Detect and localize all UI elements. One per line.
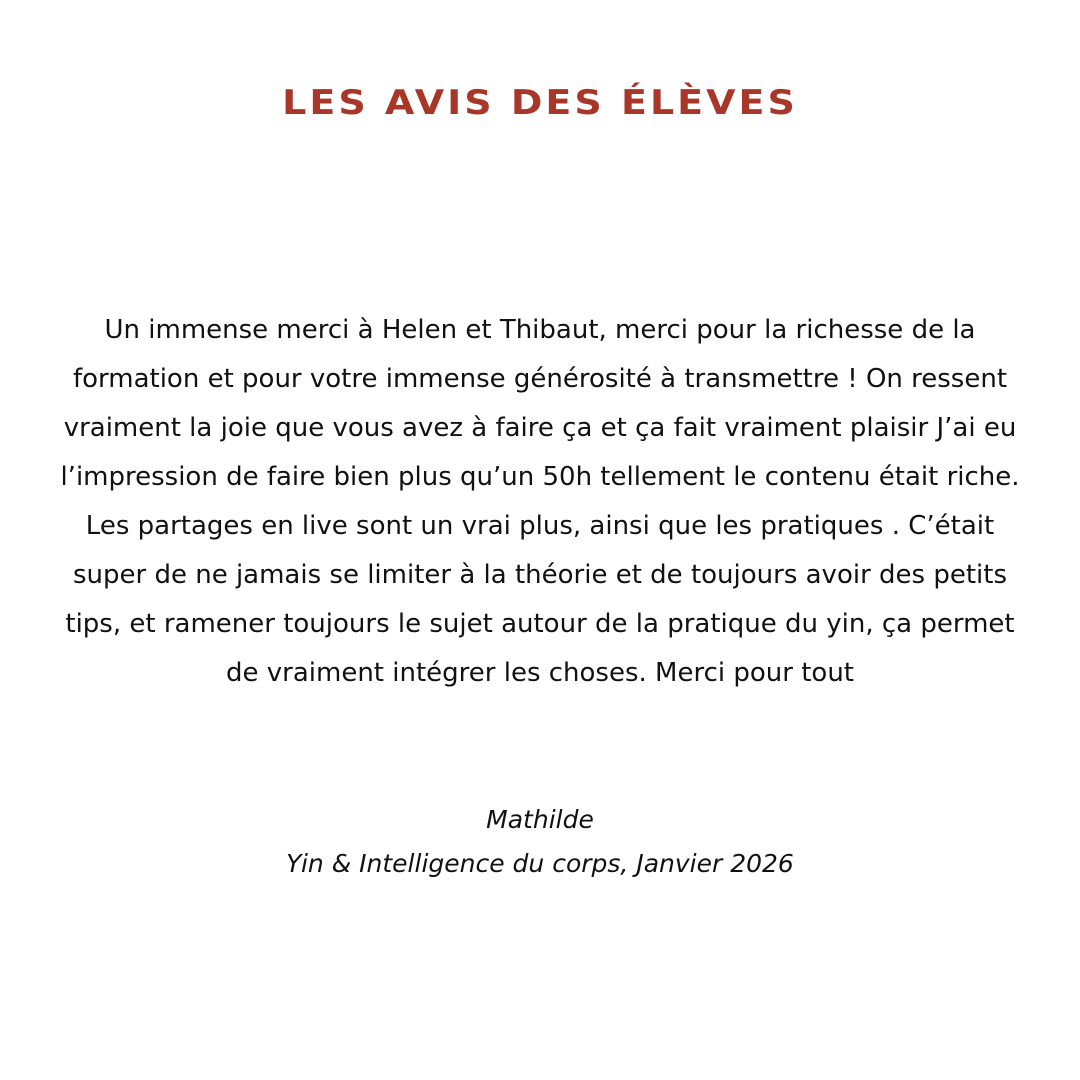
- page-title: LES AVIS DES ÉLÈVES: [282, 82, 798, 123]
- testimonial-attribution: [0, 798, 1080, 886]
- testimonial-text: Un immense merci à Helen et Thibaut, merci pour la richesse de la formation et pour votre immense générosité à transmettre ! On ressent vraiment la joie que vous avez à faire ça et ça fait vraiment plaisir J’ai eu l’impression de faire bien plus qu’un 50h tellement le contenu était riche. Les partages en live sont un vrai plus, ainsi que les pratiques . C’était super de ne jamais se limiter à la théorie et de toujours avoir des petits tips, et ramener toujours le sujet autour de la pratique du yin, ça permet de vraiment intégrer les choses. Merci pour tout: [60, 315, 1020, 688]
- course-name: Yin & Intelligence du corps, Janvier 2026: [286, 849, 794, 878]
- author-name: Mathilde: [486, 805, 594, 834]
